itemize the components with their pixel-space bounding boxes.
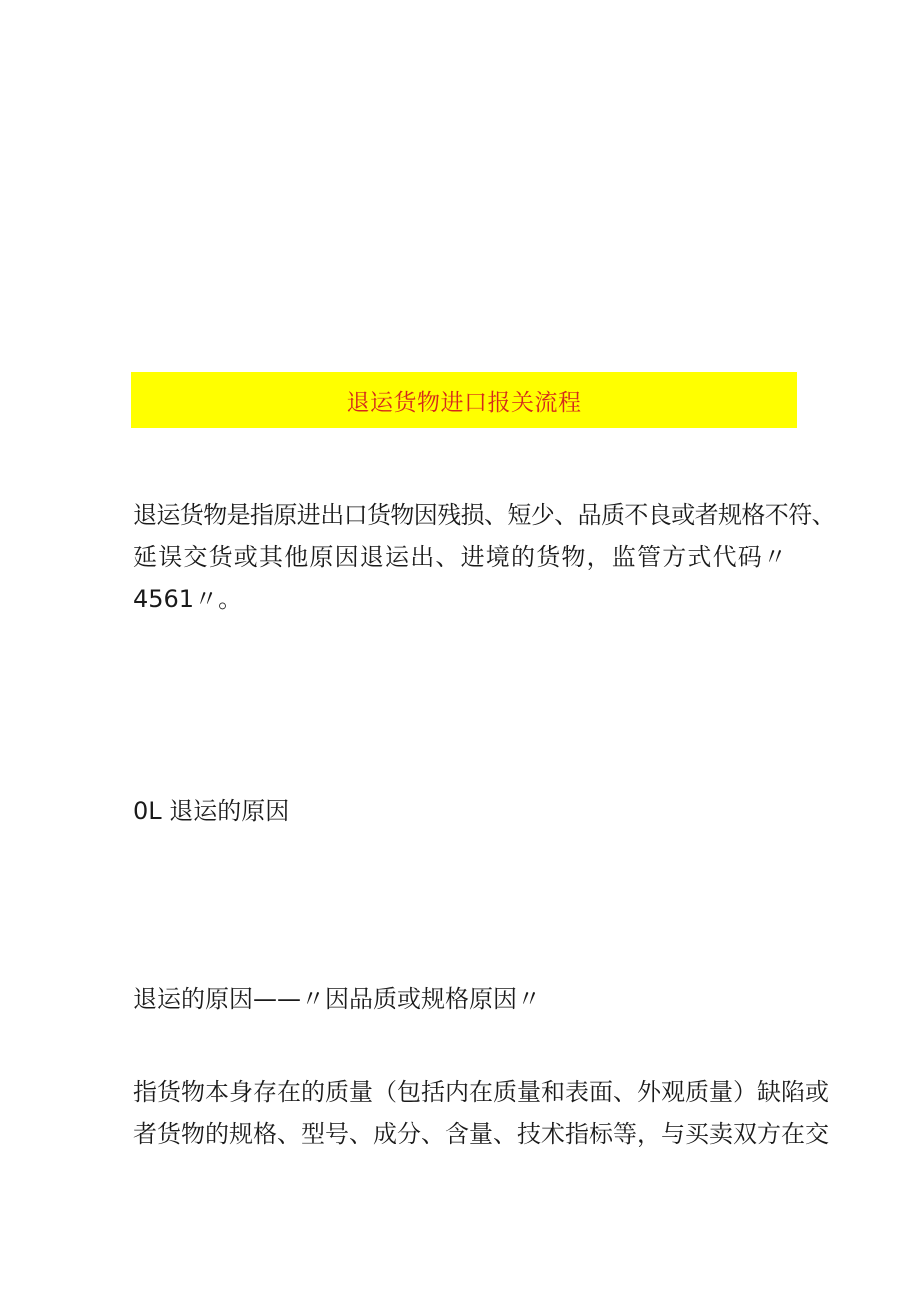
- intro-line: 4561〃。: [133, 585, 243, 613]
- title-banner: [131, 372, 797, 428]
- body-line: 者货物的规格、型号、成分、含量、技术指标等，与买卖双方在交: [133, 1120, 829, 1148]
- intro-line: 退运货物是指原进出口货物因残损、短少、品质不良或者规格不符、: [133, 501, 835, 529]
- intro-paragraph: [133, 494, 835, 620]
- subheading: 退运的原因——〃因品质或规格原因〃: [133, 985, 541, 1013]
- section-heading: 0L 退运的原因: [133, 797, 290, 825]
- intro-line: 延误交货或其他原因退运出、进境的货物，监管方式代码〃: [133, 543, 789, 571]
- body-line: 指货物本身存在的质量（包括内在质量和表面、外观质量）缺陷或: [133, 1078, 829, 1106]
- body-paragraph: [133, 1071, 829, 1155]
- document-title: 退运货物进口报关流程: [346, 389, 582, 416]
